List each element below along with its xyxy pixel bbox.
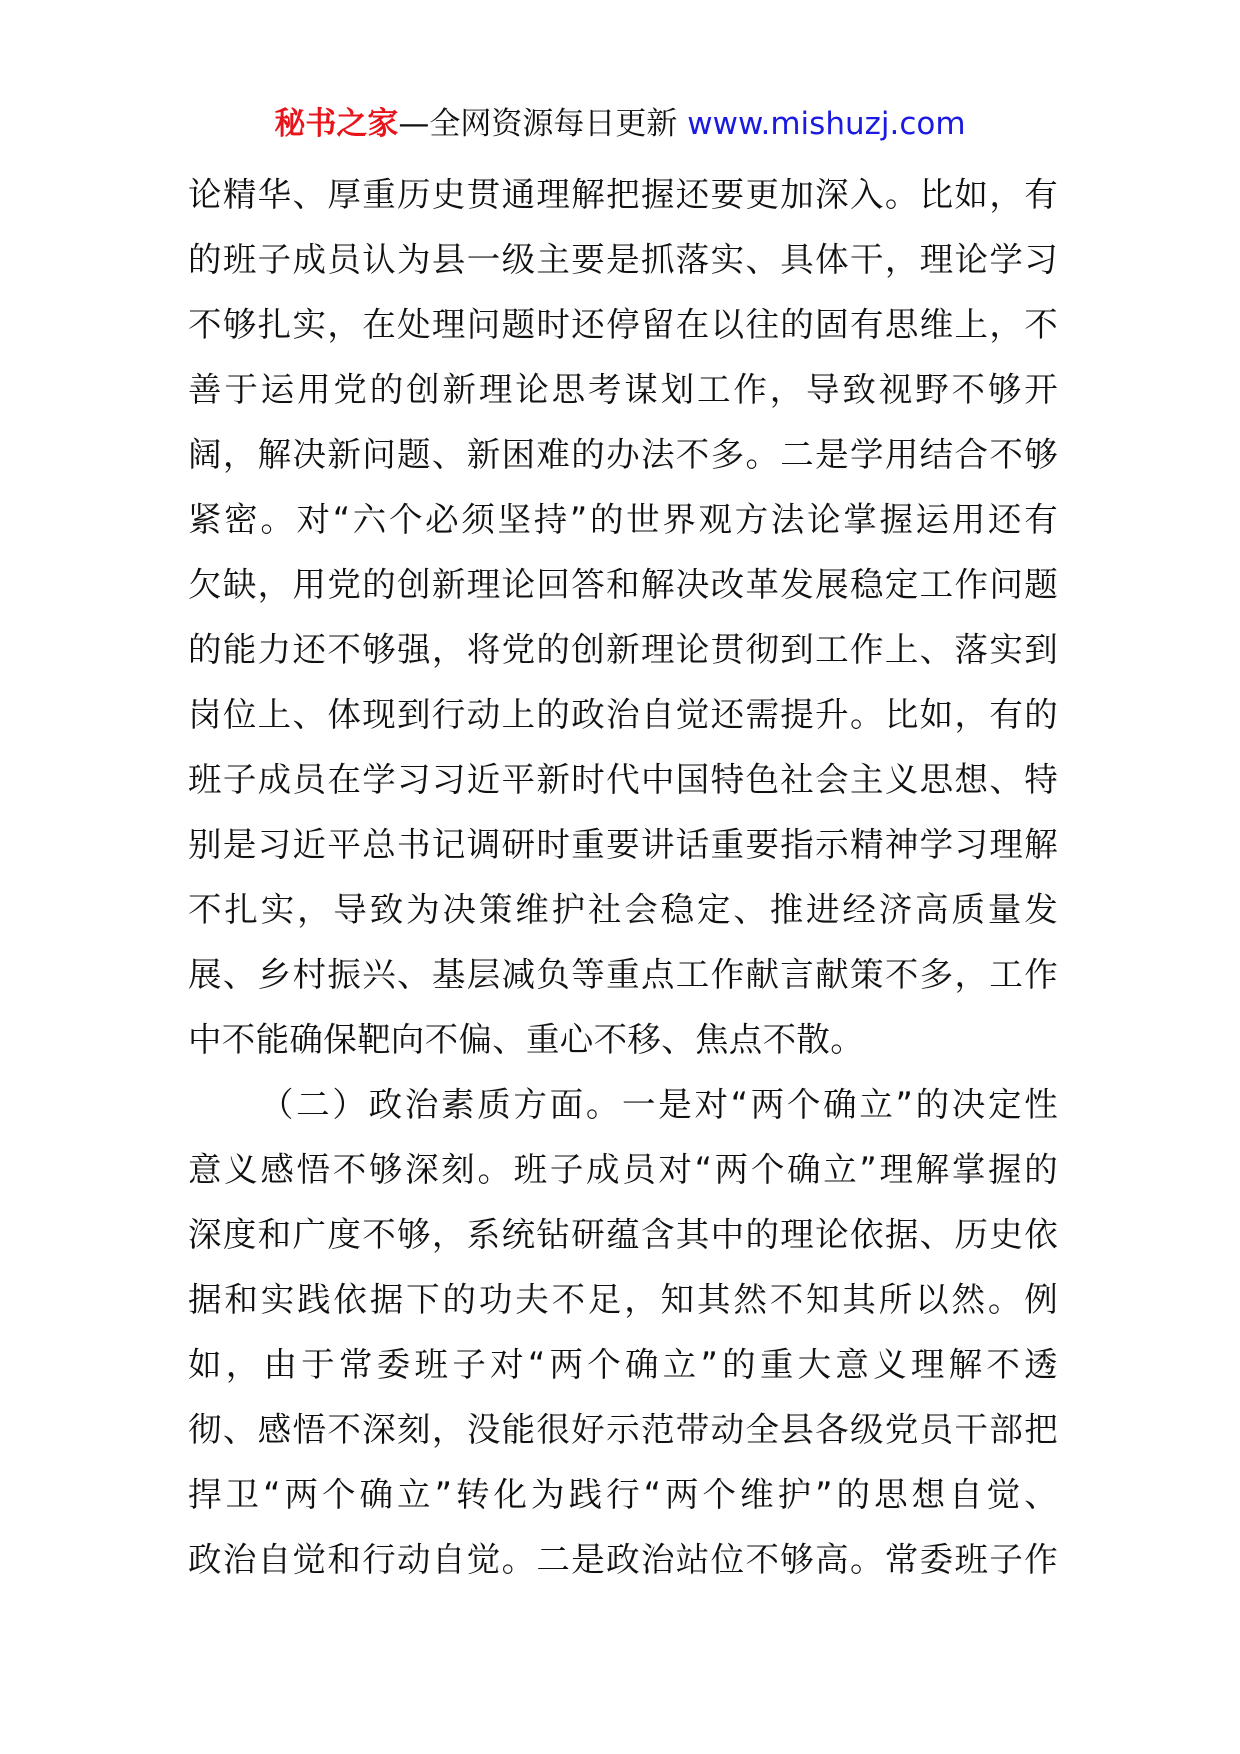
text-line: 善于运用党的创新理论思考谋划工作，导致视野不够开 (188, 370, 1058, 409)
text-line: 阔，解决新问题、新困难的办法不多。二是学用结合不够 (188, 435, 1058, 474)
text-line: 据和实践依据下的功夫不足，知其然不知其所以然。例 (188, 1280, 1058, 1319)
text-line: 紧密。对“六个必须坚持”的世界观方法论掌握运用还有 (188, 500, 1058, 539)
text-line: 岗位上、体现到行动上的政治自觉还需提升。比如，有的 (188, 695, 1058, 734)
watermark-header (0, 100, 1240, 148)
text-line: （二）政治素质方面。一是对“两个确立”的决定性 (260, 1085, 1058, 1124)
text-line: 如，由于常委班子对“两个确立”的重大意义理解不透 (188, 1345, 1058, 1384)
text-line: 深度和广度不够，系统钻研蕴含其中的理论依据、历史依 (188, 1215, 1058, 1254)
text-line: 意义感悟不够深刻。班子成员对“两个确立”理解掌握的 (188, 1150, 1058, 1189)
text-line: 别是习近平总书记调研时重要讲话重要指示精神学习理解 (188, 825, 1058, 864)
site-url: www.mishuzj.com (687, 106, 966, 142)
text-line: 政治自觉和行动自觉。二是政治站位不够高。常委班子作 (188, 1540, 1058, 1579)
text-line: 不扎实，导致为决策维护社会稳定、推进经济高质量发 (188, 890, 1058, 929)
brand-name: 秘书之家 (274, 106, 399, 142)
text-line: 彻、感悟不深刻，没能很好示范带动全县各级党员干部把 (188, 1410, 1058, 1449)
text-line: 班子成员在学习习近平新时代中国特色社会主义思想、特 (188, 760, 1058, 799)
text-line: 论精华、厚重历史贯通理解把握还要更加深入。比如，有 (188, 175, 1058, 214)
text-line: 的能力还不够强，将党的创新理论贯彻到工作上、落实到 (188, 630, 1058, 669)
text-line: 中不能确保靶向不偏、重心不移、焦点不散。 (188, 1020, 864, 1059)
text-line: 欠缺，用党的创新理论回答和解决改革发展稳定工作问题 (188, 565, 1058, 604)
text-line: 的班子成员认为县一级主要是抓落实、具体干，理论学习 (188, 240, 1058, 279)
text-line: 捍卫“两个确立”转化为践行“两个维护”的思想自觉、 (188, 1475, 1058, 1514)
document-body (188, 162, 1058, 1592)
text-line: 展、乡村振兴、基层减负等重点工作献言献策不多，工作 (188, 955, 1058, 994)
header-tagline: —全网资源每日更新 (398, 106, 688, 142)
text-line: 不够扎实，在处理问题时还停留在以往的固有思维上，不 (188, 305, 1058, 344)
